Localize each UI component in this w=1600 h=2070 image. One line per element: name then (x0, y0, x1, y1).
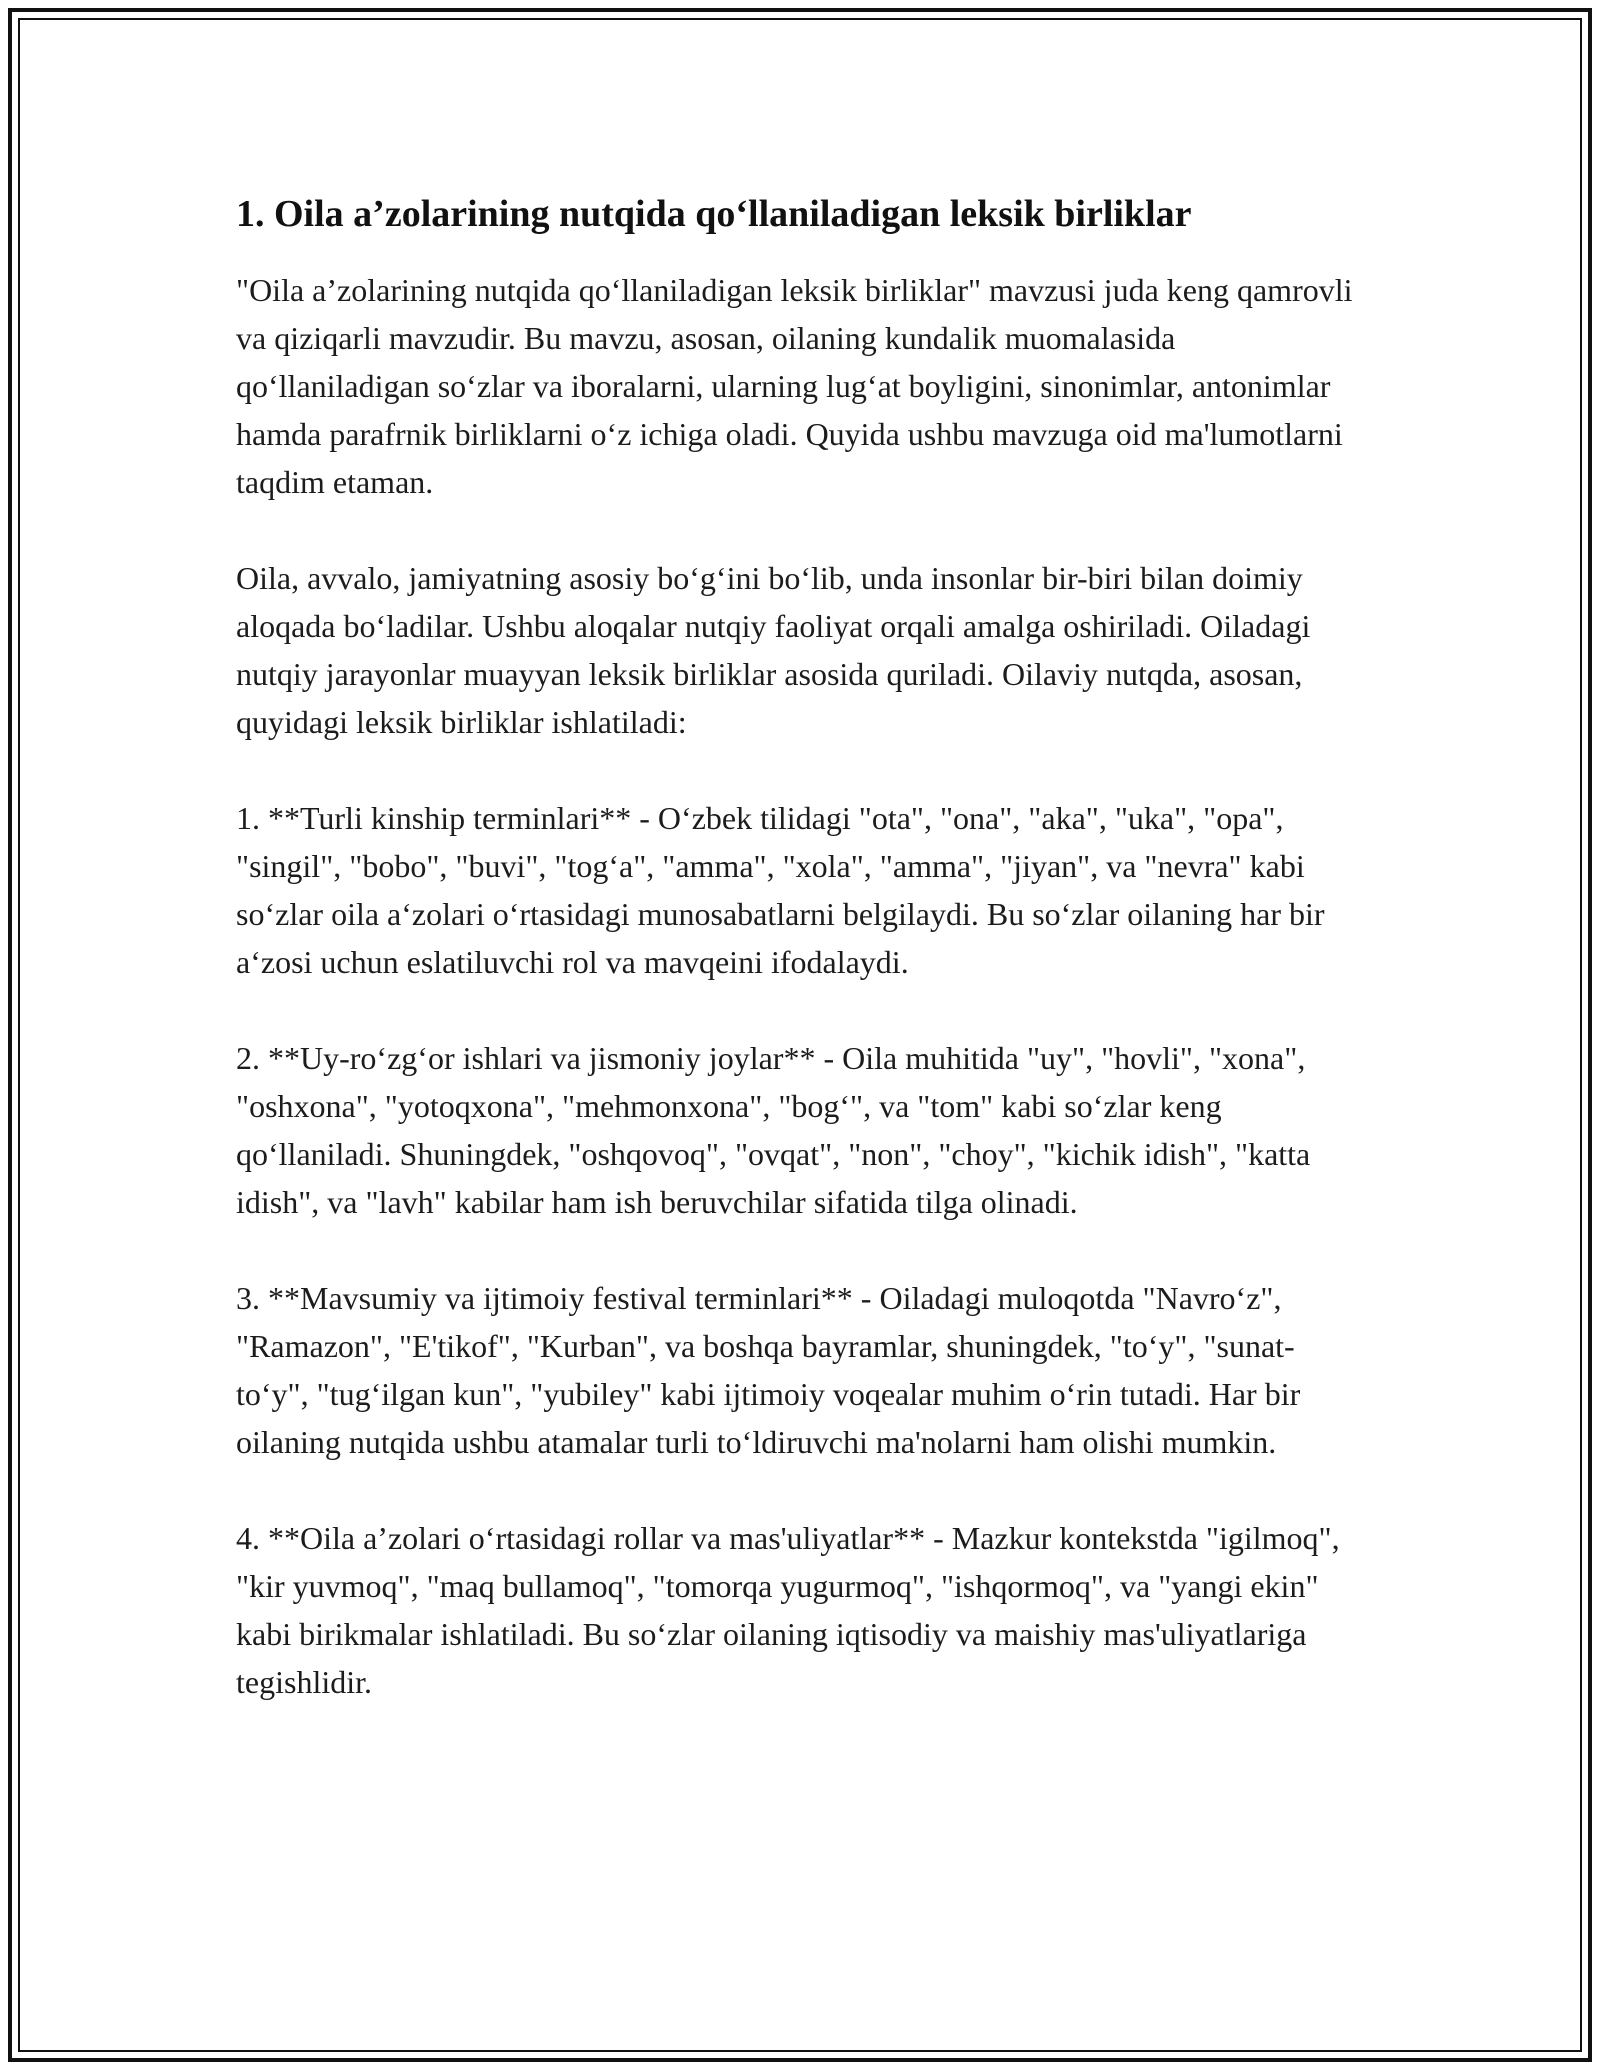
list-item-household-places: 2. **Uy-ro‘zg‘or ishlari va jismoniy joylar** - Oila muhitida "uy", "hovli", "xona", "oshxona", "yotoqxona", "mehmonxona", "bog‘", va "tom" kabi so‘zlar keng qo‘llaniladi. Shuningdek, "oshqovoq", "ovqat", "non", "choy", "kichik idish", "katta idish", va "lavh" kabilar ham ish beruvchilar sifatida tilga olinadi. (236, 1040, 1311, 1220)
paragraph-intro: "Oila a’zolarining nutqida qo‘llaniladigan leksik birliklar" mavzusi juda keng qamrovli va qiziqarli mavzudir. Bu mavzu, asosan, oilaning kundalik muomalasida qo‘llaniladigan so‘zlar va iboralarni, ularning lug‘at boyligini, sinonimlar, antonimlar hamda parafrnik birliklarni o‘z ichiga oladi. Quyida ushbu mavzuga oid ma'lumotlarni taqdim etaman. (236, 272, 1353, 500)
document-body (236, 188, 1366, 1754)
list-item-roles-responsibilities: 4. **Oila a’zolari o‘rtasidagi rollar va mas'uliyatlar** - Mazkur kontekstda "igilmoq", "kir yuvmoq", "maq bullamoq", "tomorqa yugurmoq", "ishqormoq", va "yangi ekin" kabi birikmalar ishlatiladi. Bu so‘zlar oilaning iqtisodiy va maishiy mas'uliyatlariga tegishlidir. (236, 1520, 1340, 1700)
document-title: 1. Oila a’zolarining nutqida qo‘llaniladigan leksik birliklar (236, 193, 1192, 235)
list-item-kinship-terms: 1. **Turli kinship terminlari** - O‘zbek tilidagi "ota", "ona", "aka", "uka", "opa", "singil", "bobo", "buvi", "tog‘a", "amma", "xola", "amma", "jiyan", va "nevra" kabi so‘zlar oila a‘zolari o‘rtasidagi munosabatlarni belgilaydi. Bu so‘zlar oilaning har bir a‘zosi uchun eslatiluvchi rol va mavqeini ifodalaydi. (236, 800, 1325, 980)
paragraph-family-context: Oila, avvalo, jamiyatning asosiy bo‘g‘ini bo‘lib, unda insonlar bir-biri bilan doimiy aloqada bo‘ladilar. Ushbu aloqalar nutqiy faoliyat orqali amalga oshiriladi. Oiladagi nutqiy jarayonlar muayyan leksik birliklar asosida quriladi. Oilaviy nutqda, asosan, quyidagi leksik birliklar ishlatiladi: (236, 560, 1311, 740)
list-item-festival-terms: 3. **Mavsumiy va ijtimoiy festival terminlari** - Oiladagi muloqotda "Navro‘z", "Ramazon", "E'tikof", "Kurban", va boshqa bayramlar, shuningdek, "to‘y", "sunat-to‘y", "tug‘ilgan kun", "yubiley" kabi ijtimoiy voqealar muhim o‘rin tutadi. Har bir oilaning nutqida ushbu atamalar turli to‘ldiruvchi ma'nolarni ham olishi mumkin. (236, 1280, 1301, 1460)
